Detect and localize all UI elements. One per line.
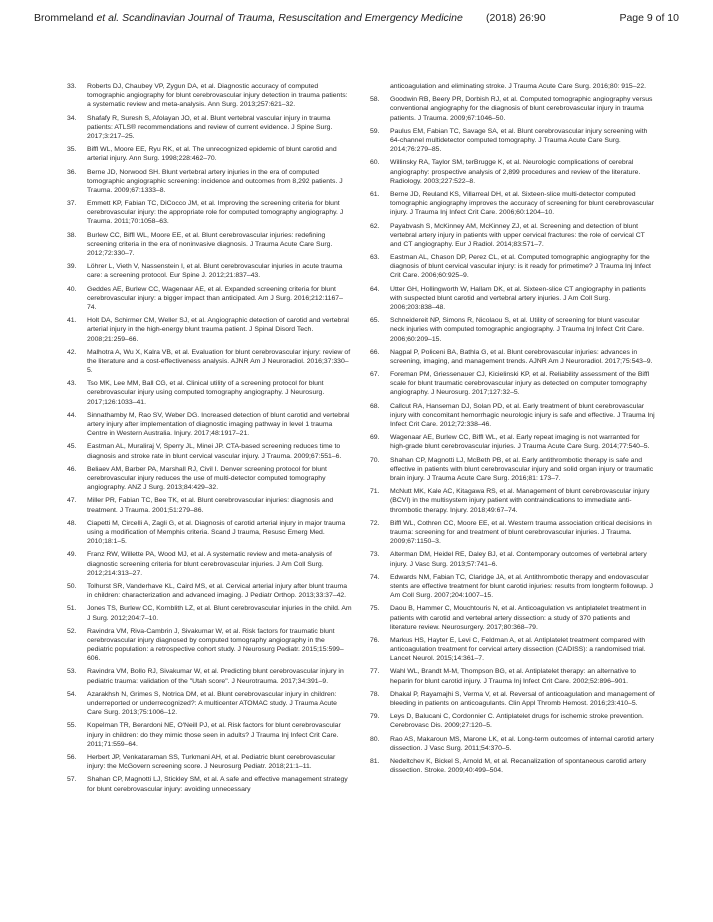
reference-text: McNutt MK, Kale AC, Kitagawa RS, et al. Management of blunt cerebrovascular injury (BCVI) in the multisystem injury patient with contraindications to immediate anti-thrombotic therapy. Injury. 2018;49:67–74. [390,488,650,514]
reference-item [370,757,655,775]
reference-text: Burlew CC, Biffl WL, Moore EE, et al. Blunt cerebrovascular injuries: redefining screening criteria in the era of noninvasive diagnosis. J Trauma Acute Care Surg. 2012;72:330–7. [87,231,333,257]
reference-item [67,262,352,280]
reference-number: 60. [370,159,380,167]
reference-number: 65. [370,317,380,325]
reference-item [370,456,655,483]
reference-number: 63. [370,254,380,262]
reference-item [67,519,352,546]
reference-item [370,190,655,217]
page-number: Page 9 of 10 [619,12,679,24]
reference-number: 67. [370,371,380,379]
reference-text: Willinsky RA, Taylor SM, terBrugge K, et al. Neurologic complications of cerebral angiography: prospective analysis of 2,899 procedures and review of the literature. Radiology. 2003;227:522–8. [390,159,641,185]
volume-issue: (2018) 26:90 [486,12,546,24]
reference-text: Payabvash S, McKinney AM, McKinney ZJ, et al. Screening and detection of blunt vertebral artery injury in patients with upper cervical fractures: the role of cervical CT and CT angiography. Eur J Radiol. 2014;83:571–7. [390,222,645,248]
reference-item [67,145,352,163]
reference-text: Sinnathamby M, Rao SV, Weber DG. Increased detection of blunt carotid and vertebral artery injury after implementation of diagnostic imaging pathway in level 1 trauma Centre in Western Australia. Injury. 2017;48:1917–21. [87,411,350,438]
reference-column-right [370,82,655,780]
reference-number: 58. [370,96,380,104]
reference-item [67,721,352,748]
reference-number: 50. [67,582,77,590]
reference-item [67,168,352,195]
reference-item [67,348,352,375]
reference-number: 47. [67,497,77,505]
reference-text: Tolhurst SR, Vanderhave KL, Caird MS, et al. Cervical arterial injury after blunt trauma in children: characterization and advanced imaging. J Pediatr Orthop. 2013;33:37–42. [87,582,348,600]
reference-number: 79. [370,713,380,721]
reference-number: 48. [67,519,77,527]
reference-text: anticoagulation and eliminating stroke. J Trauma Acute Care Surg. 2016;80: 915–22. [390,83,647,90]
reference-text: Jones TS, Burlew CC, Kornblith LZ, et al. Blunt cerebrovascular injuries in the child. Am J Surg. 2012;204:7–10. [87,605,352,622]
reference-text: Geddes AE, Burlew CC, Wagenaar AE, et al. Expanded screening criteria for blunt cerebrovascular injury: a bigger impact than anticipated. Am J Surg. 2016;212:1167–74. [87,285,343,311]
reference-text: Azarakhsh N, Grimes S, Notrica DM, et al. Blunt cerebrovascular injury in children: underreported or underrecognized?: A multicenter ATOMAC study. J Trauma Acute Care Surg. 2013;75:1006–12. [87,690,337,717]
reference-item [370,222,655,249]
reference-text: Roberts DJ, Chaubey VP, Zygun DA, et al. Diagnostic accuracy of computed tomographic angiography for blunt cerebrovascular injury detection in trauma patients: a systematic review and meta-analysis. Ann Surg. 2013;257:621–32. [87,83,348,109]
reference-number: 51. [67,605,77,613]
reference-text: Wahl WL, Brandt M-M, Thompson BG, et al. Antiplatelet therapy: an alternative to heparin for blunt carotid injury. J Trauma Inj Infect Crit Care. 2002;52:896–901. [390,668,637,685]
reference-text: Franz RW, Willette PA, Wood MJ, et al. A systematic review and meta-analysis of diagnostic screening criteria for blunt cerebrovascular injuries. J Am Coll Surg. 2012;214:313–27. [87,551,332,577]
reference-text: Alterman DM, Heidel RE, Daley BJ, et al. Contemporary outcomes of vertebral artery injury. J Vasc Surg. 2013;57:741–6. [390,551,647,568]
reference-text: Schneidereit NP, Simons R, Nicolaou S, et al. Utility of screening for blunt vascular neck injuries with computed tomographic angiography. J Trauma Inj Infect Crit Care. 2006;60:209–15. [390,317,644,343]
reference-text: Biffl WL, Cothren CC, Moore EE, et al. Western trauma association critical decisions in trauma: screening for and treatment of blunt cerebrovascular injuries. J Trauma. 2009;67:1150–3. [390,519,652,546]
reference-text: Shafafy R, Suresh S, Afolayan JO, et al. Blunt vertebral vascular injury in trauma patients: ATLS® recommendations and review of current evidence. J Spine Surg. 2017;3:217–25. [87,114,333,140]
reference-text: Callcut RA, Hanseman DJ, Solan PD, et al. Early treatment of blunt cerebrovascular injury with concomitant hemorrhagic neurologic injury is safe and effective. J Trauma Inj Infect Crit Care. 2012;72:338–46. [390,402,655,429]
reference-item [67,465,352,492]
reference-text: Paulus EM, Fabian TC, Savage SA, et al. Blunt cerebrovascular injury screening with 64-channel multidetector computed tomography. J Trauma Acute Care Surg. 2014;76:279–85. [390,127,648,154]
reference-text: Nagpal P, Policeni BA, Bathla G, et al. Blunt cerebrovascular injuries: advances in screening, imaging, and management trends. AJNR Am J Neuroradiol. 2017;75:543–9. [390,348,653,365]
reference-item [370,690,655,708]
reference-item [370,370,655,397]
reference-number: 42. [67,348,77,356]
reference-item [370,712,655,730]
reference-text: Edwards NM, Fabian TC, Claridge JA, et al. Antithrombotic therapy and endovascular stents are effective treatment for blunt carotid injuries: results from longterm followup. J Am Coll Surg. 2007;204:1007–15. [390,573,654,600]
reference-text: Holt DA, Schirmer CM, Weller SJ, et al. Angiographic detection of carotid and vertebral arterial injury in the high-energy blunt trauma patient. J Spinal Disord Tech. 2008;21:259–66. [87,317,349,343]
reference-text: Tso MK, Lee MM, Ball CG, et al. Clinical utility of a screening protocol for blunt cerebrovascular injury using computed tomography angiography. J Neurosurg. 2017;126:1033–41. [87,380,325,406]
reference-item [370,519,655,546]
reference-number: 37. [67,200,77,208]
reference-text: Daou B, Hammer C, Mouchtouris N, et al. Anticoagulation vs antiplatelet treatment in patients with carotid and vertebral artery dissection: a study of 370 patients and literature review. Neurosurgery. 2017;80:368–79. [390,605,647,631]
reference-item [67,285,352,312]
reference-item [67,667,352,685]
reference-item [67,199,352,226]
reference-item [67,496,352,514]
reference-text: Rao AS, Makaroun MS, Marone LK, et al. Long-term outcomes of internal carotid artery dissection. J Vasc Surg. 2011;54:370–5. [390,735,654,752]
reference-number: 43. [67,380,77,388]
reference-number: 71. [370,488,380,496]
reference-item [370,253,655,280]
reference-item [67,82,352,109]
reference-number: 59. [370,127,380,135]
reference-text: Ciapetti M, Circelli A, Zagli G, et al. Diagnosis of carotid arterial injury in major trauma using a modification of Memphis criteria. Scand J trauma, Resusc Emerg Med. 2010;18:1–5. [87,519,346,546]
reference-text: Nedeltchev K, Bickel S, Arnold M, et al. Recanalization of spontaneous carotid artery dissection. Stroke. 2009;40:499–504. [390,758,647,775]
reference-text: Emmett KP, Fabian TC, DiCocco JM, et al. Improving the screening criteria for blunt cerebrovascular injury: the appropriate role for computed tomography angiography. J Trauma. 2011;70:1058–63. [87,200,344,226]
journal-title: et al. Scandinavian Journal of Trauma, Resuscitation and Emergency Medicine [96,12,463,24]
reference-item [67,582,352,600]
reference-text: Shahan CP, Magnotti LJ, Stickley SM, et al. A safe and effective management strategy for blunt cerebrovascular injury: avoiding unnecessary [87,776,348,793]
reference-text: Wagenaar AE, Burlew CC, Biffl WL, et al. Early repeat imaging is not warranted for high-grade blunt cerebrovascular injuries. J Trauma Acute Care Surg. 2014;77:540–5. [390,434,650,451]
reference-number: 46. [67,465,77,473]
reference-item [370,667,655,685]
reference-item [370,285,655,312]
reference-item [370,158,655,185]
reference-item [370,127,655,154]
reference-item [370,735,655,753]
reference-number: 41. [67,317,77,325]
reference-text: Miller PR, Fabian TC, Bee TK, et al. Blunt cerebrovascular injuries: diagnosis and treatment. J Trauma. 2001;51:279–86. [87,497,334,514]
reference-item [67,442,352,460]
reference-text: Leys D, Balucani C, Cordonnier C. Antiplatelet drugs for ischemic stroke prevention. Cerebrovasc Dis. 2009;27:120–5. [390,713,644,730]
reference-text: Utter GH, Hollingworth W, Hallam DK, et al. Sixteen-slice CT angiography in patients with suspected blunt carotid and vertebral artery injuries. J Am Coll Surg. 2006;203:838–48. [390,285,646,311]
reference-number: 49. [67,551,77,559]
reference-item [67,411,352,438]
reference-number: 35. [67,146,77,154]
reference-text: Dhakal P, Rayamajhi S, Verma V, et al. Reversal of anticoagulation and management of bleeding in patients on anticoagulants. Clin Appl Thromb Hemost. 2016;23:410–5. [390,690,655,708]
reference-item [370,636,655,663]
reference-item [370,604,655,631]
reference-number: 70. [370,456,380,464]
reference-item [370,82,655,91]
reference-number: 56. [67,754,77,761]
reference-text: Biffl WL, Moore EE, Ryu RK, et al. The unrecognized epidemic of blunt carotid and arterial injury. Ann Surg. 1998;228:462–70. [87,146,337,163]
reference-text: Eastman AL, Chason DP, Perez CL, et al. Computed tomographic angiography for the diagnosis of blunt cervical vascular injury: is it ready for primetime? J Trauma Inj Infect Crit Care. 2006;60:925–9. [390,254,651,280]
journal-citation [34,12,463,24]
reference-number: 44. [67,411,77,419]
reference-number: 40. [67,285,77,293]
reference-text: Malhotra A, Wu X, Kalra VB, et al. Evaluation for blunt cerebrovascular injury: review of the literature and a cost-effectiveness analysis. AJNR Am J Neuroradiol. 2016;37:330–5. [87,348,351,375]
reference-text: Beliaev AM, Barber PA, Marshall RJ, Civil I. Denver screening protocol for blunt cerebrovascular injury reduces the use of multi-detector computed tomography angiography. ANZ J Surg. 2013;84:429–32. [87,465,327,492]
reference-item [370,402,655,429]
reference-text: Goodwin RB, Beery PR, Dorbish RJ, et al. Computed tomographic angiography versus conventional angiography for the diagnosis of blunt cerebrovascular injury in trauma patients. J Trauma. 2009;67:1046–50. [390,96,653,122]
reference-number: 45. [67,443,77,451]
reference-text: Berne JD, Norwood SH. Blunt vertebral artery injuries in the era of computed tomographic angiographic screening: incidence and outcomes from 8,292 patients. J Trauma. 2009;67:1333–8. [87,168,343,194]
reference-text: Ravindra VM, Riva-Cambrin J, Sivakumar W, et al. Risk factors for traumatic blunt cerebrovascular injury diagnosed by computed tomography angiography in the pediatric population: a retrospective cohort study. J Neurosurg Pediatr. 2015;15:599–606. [87,627,344,663]
reference-item [370,487,655,514]
reference-number: 74. [370,573,380,581]
reference-item [67,627,352,664]
reference-column-left [67,82,352,798]
reference-item [67,114,352,141]
reference-number: 34. [67,114,77,122]
reference-item [67,231,352,258]
reference-item [370,348,655,366]
reference-number: 38. [67,231,77,239]
reference-number: 54. [67,690,77,698]
reference-text: Shahan CP, Magnotti LJ, McBeth PB, et al. Early antithrombotic therapy is safe and effective in patients with blunt cerebrovascular injury and solid organ injury or traumatic brain injury. J Trauma Acute Care Surg. 2016;81: 173–7. [390,456,654,482]
reference-number: 78. [370,690,380,698]
reference-text: Löhrer L, Vieth V, Nassenstein I, et al. Blunt cerebrovascular injuries in acute trauma care: a screening protocol. Eur Spine J. 2012;21:837–43. [87,263,343,280]
reference-number: 77. [370,668,380,676]
reference-item [67,316,352,343]
reference-number: 72. [370,519,380,527]
reference-number: 53. [67,668,77,676]
running-header [34,12,679,28]
reference-item [67,775,352,793]
reference-text: Eastman AL, Muraliraj V, Sperry JL, Minei JP. CTA-based screening reduces time to diagnosis and stroke rate in blunt cervical vascular injury. J Trauma. 2009;67:551–6. [87,443,342,460]
author-name: Brommeland [34,12,97,24]
reference-item [67,753,352,771]
reference-item [370,95,655,122]
reference-text: Ravindra VM, Bollo RJ, Sivakumar W, et al. Predicting blunt cerebrovascular injury in pediatric trauma: validation of the "Utah score". J Neurotrauma. 2017;34:391–9. [87,668,344,685]
reference-item [370,573,655,600]
reference-number: 66. [370,348,380,356]
reference-text: Berne JD, Reuland KS, Villarreal DH, et al. Sixteen-slice multi-detector computed tomographic angiography improves the accuracy of screening for blunt cerebrovascular injury. J Trauma Inj Infect Crit Care. 2006;60:1204–10. [390,190,655,217]
reference-number: 33. [67,83,77,90]
reference-number: 81. [370,758,380,766]
reference-number: 36. [67,168,77,176]
reference-number: 62. [370,222,380,230]
reference-number: 68. [370,402,380,410]
reference-number: 64. [370,285,380,293]
reference-text: Herbert JP, Venkataraman SS, Turkmani AH, et al. Pediatric blunt cerebrovascular injury: the McGovern screening score. J Neurosurg Pediatr. 2018;21:1–11. [87,754,336,771]
reference-number: 76. [370,636,380,644]
reference-number: 73. [370,551,380,559]
reference-item [67,550,352,577]
reference-number: 61. [370,190,380,198]
reference-item [67,690,352,717]
reference-text: Markus HS, Hayter E, Levi C, Feldman A, et al. Antiplatelet treatment compared with anticoagulation treatment for cervical artery dissection (CADISS): a randomised trial. Lancet Neurol. 2015;14:361–7. [390,636,646,663]
reference-number: 80. [370,735,380,743]
reference-number: 57. [67,776,77,784]
reference-number: 69. [370,434,380,442]
reference-number: 55. [67,722,77,730]
reference-item [67,379,352,406]
reference-number: 39. [67,263,77,271]
reference-item [67,604,352,622]
reference-item [370,316,655,343]
reference-number: 52. [67,627,77,635]
reference-item [370,433,655,451]
reference-item [370,550,655,568]
reference-text: Foreman PM, Griessenauer CJ, Kicielinski KP, et al. Reliability assessment of the Biffl scale for blunt traumatic cerebrovascular injury as detected on computer tomography angiography. J Neurosurg. 2017;127:32–5. [390,371,650,397]
reference-number: 75. [370,605,380,613]
reference-text: Kopelman TR, Berardoni NE, O'Neill PJ, et al. Risk factors for blunt cerebrovascular injury in children: do they mimic those seen in adults? J Trauma Inj Infect Crit Care. 2011;71:559–64. [87,722,341,748]
